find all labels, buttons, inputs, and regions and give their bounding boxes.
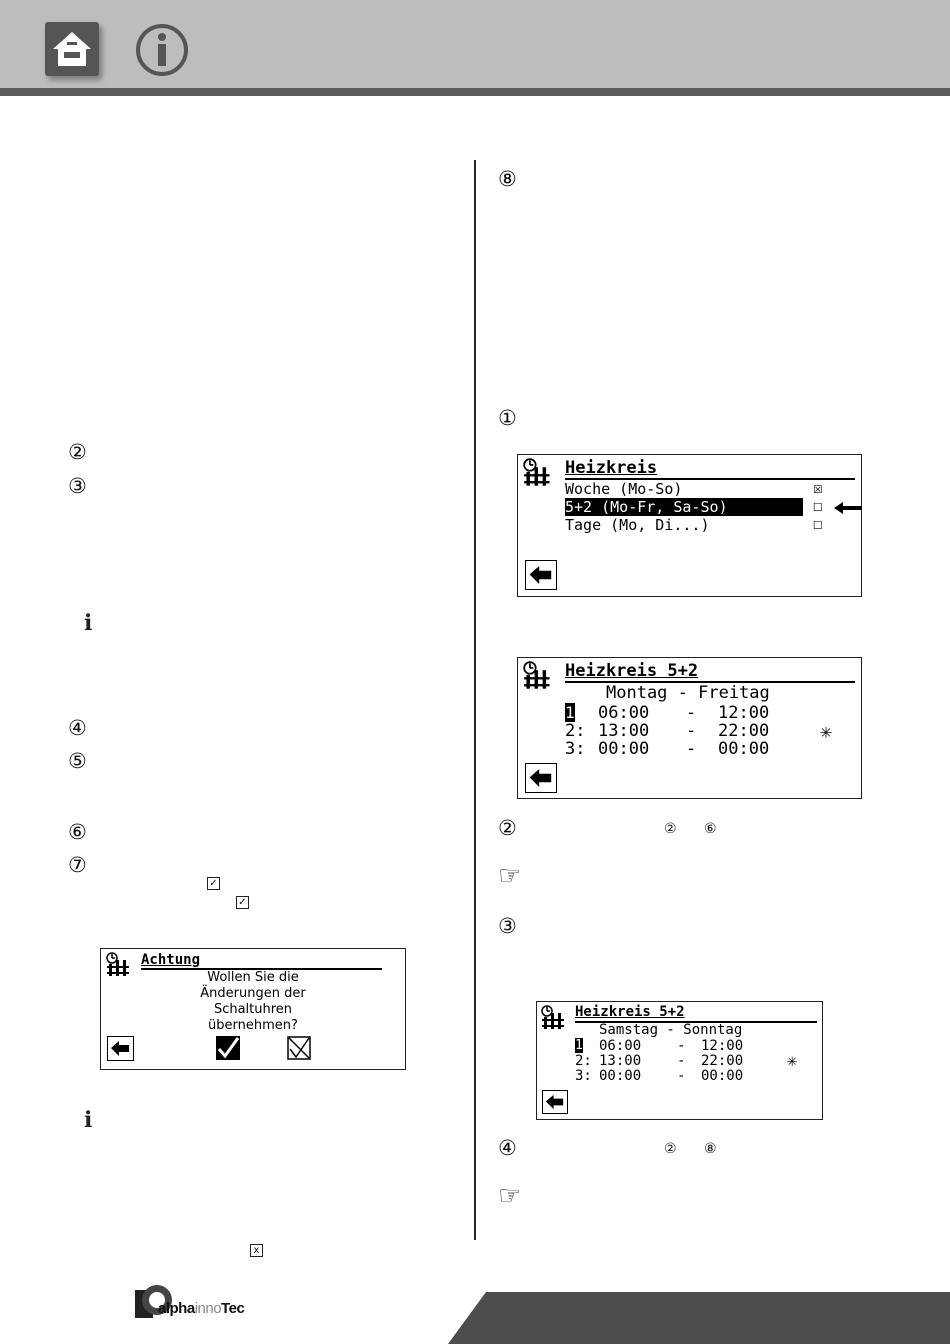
- checkbox-tage[interactable]: ☐: [813, 514, 823, 533]
- time-from[interactable]: 06:00: [599, 1038, 642, 1054]
- time-from[interactable]: 13:00: [599, 1053, 642, 1069]
- dash: -: [686, 721, 697, 741]
- row-number: 2:: [575, 1053, 592, 1069]
- back-arrow-button[interactable]: [525, 560, 557, 590]
- step-marker-3: ③: [68, 474, 87, 498]
- row-number: 2:: [565, 721, 586, 741]
- checkmark-box-icon: ✓: [207, 877, 220, 890]
- time-from[interactable]: 13:00: [598, 721, 650, 741]
- dialog-screen: [100, 948, 406, 1070]
- back-arrow-button[interactable]: [542, 1090, 568, 1114]
- step-marker-4: ④: [68, 716, 87, 740]
- option-5plus2[interactable]: 5+2 (Mo-Fr, Sa-So): [565, 498, 803, 516]
- ref-marker-8: ⑧: [704, 1141, 717, 1157]
- timer-radiator-icon: [541, 1005, 567, 1031]
- time-from[interactable]: 00:00: [599, 1068, 642, 1084]
- screen-title: Heizkreis: [565, 458, 658, 478]
- step-marker-1: ①: [498, 406, 517, 430]
- pointing-hand-icon: ☞: [498, 861, 522, 891]
- step-marker-2: ②: [498, 816, 517, 840]
- column-divider: [474, 160, 476, 1240]
- logo-text-inno: inno: [194, 1300, 222, 1317]
- footer-bar: [448, 1292, 950, 1344]
- ref-marker-2: ②: [664, 1141, 677, 1157]
- screen-title: Heizkreis 5+2: [565, 661, 699, 681]
- dialog-line-3: Schaltuhren: [213, 1002, 293, 1017]
- step-marker-6: ⑥: [68, 820, 87, 844]
- dialog-line-2: Änderungen der: [200, 986, 306, 1001]
- timer-radiator-icon: [523, 661, 553, 691]
- option-tage[interactable]: Tage (Mo, Di...): [565, 516, 710, 534]
- time-to[interactable]: 22:00: [718, 721, 770, 741]
- ref-marker-6: ⑥: [704, 821, 717, 837]
- pointer-arrow-icon: [834, 500, 862, 514]
- row-number: 3:: [565, 739, 586, 759]
- checkmark-box-icon: ✓: [236, 896, 249, 909]
- time-to[interactable]: 12:00: [701, 1038, 744, 1054]
- cross-box-icon: x: [250, 1244, 263, 1257]
- home-icon[interactable]: [45, 22, 99, 76]
- dash: -: [686, 739, 697, 759]
- dash: -: [677, 1038, 686, 1054]
- heizkreis-mode-screen: [517, 454, 862, 597]
- row-number[interactable]: 1: [565, 703, 575, 722]
- logo-text-tec: Tec: [221, 1300, 245, 1317]
- time-to[interactable]: 12:00: [718, 703, 770, 723]
- back-arrow-button[interactable]: [525, 763, 557, 793]
- dialog-line-4: übernehmen?: [208, 1018, 298, 1033]
- info-icon[interactable]: [134, 22, 190, 78]
- heizkreis-weekend-screen: [536, 1001, 823, 1120]
- sun-star-icon: ✳: [787, 1051, 798, 1071]
- day-range-header: Montag - Freitag: [606, 683, 770, 703]
- dialog-title: Achtung: [141, 952, 201, 968]
- step-marker-2: ②: [68, 440, 87, 464]
- ref-marker-2: ②: [664, 821, 677, 837]
- sun-star-icon: ✳: [820, 719, 833, 743]
- dash: -: [677, 1053, 686, 1069]
- back-arrow-button[interactable]: [107, 1036, 134, 1061]
- step-marker-8: ⑧: [498, 167, 517, 191]
- option-woche[interactable]: Woche (Mo-So): [565, 480, 683, 498]
- confirm-check-button[interactable]: [216, 1036, 240, 1060]
- time-to[interactable]: 22:00: [701, 1053, 744, 1069]
- checkbox-woche[interactable]: ☒: [813, 478, 823, 497]
- logo-text: [158, 1300, 244, 1317]
- time-from[interactable]: 06:00: [598, 703, 650, 723]
- time-from[interactable]: 00:00: [598, 739, 650, 759]
- dash: -: [686, 703, 697, 723]
- timer-radiator-icon: [523, 458, 553, 488]
- step-marker-3: ③: [498, 914, 517, 938]
- header-rule: [0, 88, 950, 96]
- step-marker-4: ④: [498, 1136, 517, 1160]
- day-range-header: Samstag - Sonntag: [599, 1022, 743, 1038]
- heizkreis-weekday-screen: [517, 657, 862, 799]
- checkbox-5plus2[interactable]: ☐: [813, 496, 823, 515]
- cancel-check-button[interactable]: [287, 1036, 311, 1060]
- screen-title: Heizkreis 5+2: [575, 1004, 685, 1020]
- logo-text-alpha: alpha: [158, 1300, 195, 1317]
- step-marker-7: ⑦: [68, 853, 87, 877]
- row-number[interactable]: 1: [575, 1038, 583, 1053]
- pointing-hand-icon: ☞: [498, 1181, 522, 1211]
- dialog-line-1: Wollen Sie die: [207, 970, 299, 985]
- step-marker-5: ⑤: [68, 749, 87, 773]
- row-number: 3:: [575, 1068, 592, 1084]
- info-small-icon: ℹ: [84, 1108, 93, 1133]
- dash: -: [677, 1068, 686, 1084]
- time-to[interactable]: 00:00: [701, 1068, 744, 1084]
- info-small-icon: ℹ: [84, 611, 93, 636]
- time-to[interactable]: 00:00: [718, 739, 770, 759]
